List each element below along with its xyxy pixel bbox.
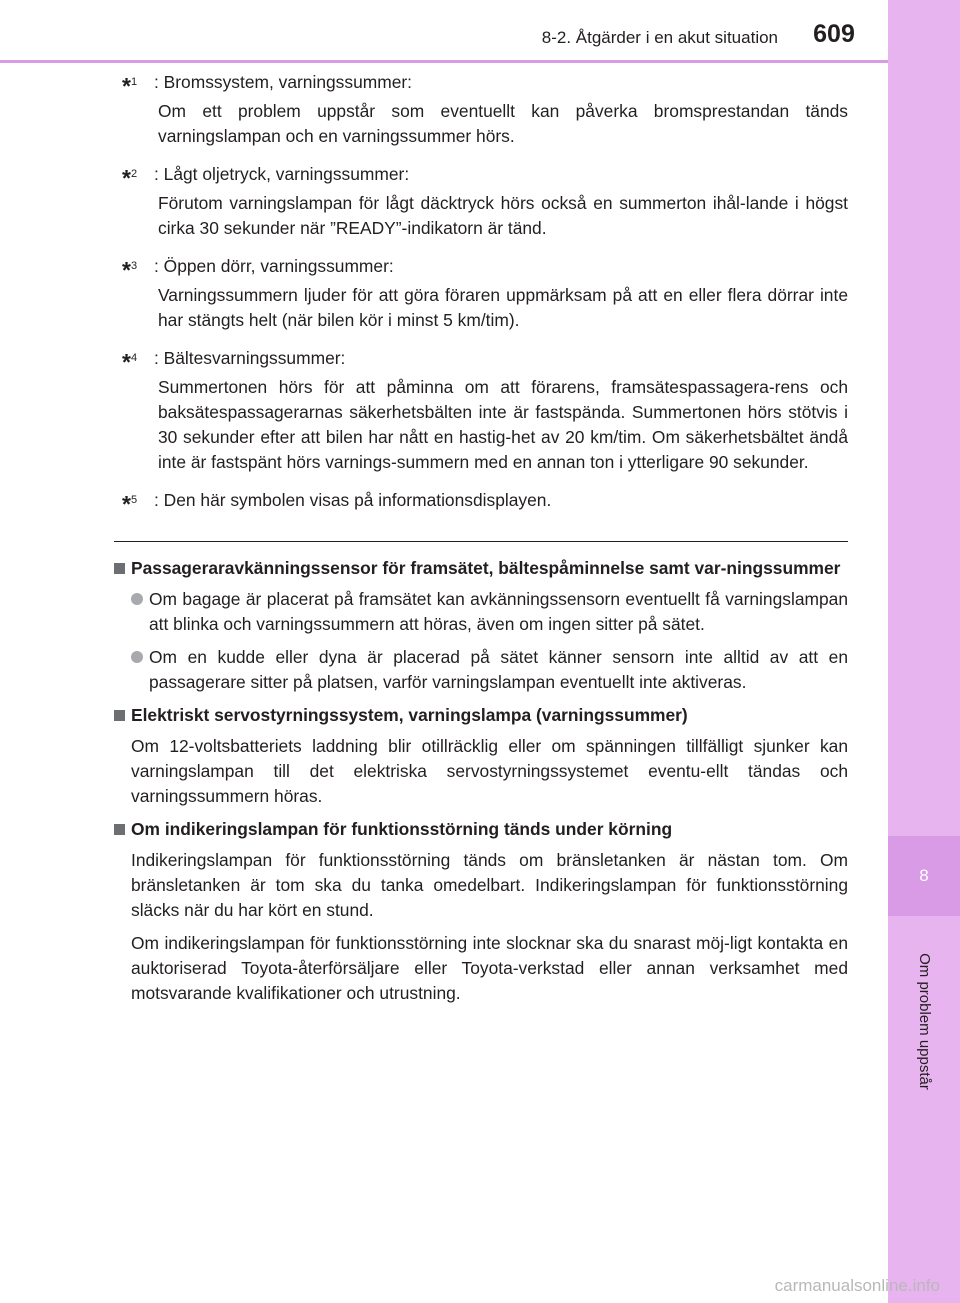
footnote-title: : Lågt oljetryck, varningssummer: (154, 164, 410, 184)
chapter-number: 8 (919, 866, 929, 885)
section-heading: Passageraravkänningssensor för framsätet, bältespåminnelse samt var-ningssummer (131, 558, 841, 578)
list-item (114, 587, 848, 637)
footnote-text: Om ett problem uppstår som eventuellt kan påverka bromsprestandan tänds varningslampan och en varningssummer hörs. (158, 101, 848, 146)
footnote-3 (114, 254, 848, 333)
footnote-title: : Bältesvarningssummer: (154, 348, 346, 368)
chapter-number-tab[interactable] (888, 836, 960, 916)
footnote-text: Summertonen hörs för att påminna om att förarens, framsätespassagera-rens och baksätespassagerarnas säkerhetsbälten inte är fastspända. Summertonen hörs stötvis i 30 sekunder efter att bilen har nått en hastig-het av 20 km/tim. Om säkerhetsbältet ändå inte är fastspänt hörs varnings-summern med en annan ton i ytterligare 90 sekunder. (158, 377, 848, 472)
section-paragraph: Om 12-voltsbatteriets laddning blir otillräcklig eller om spänningen tillfälligt sjunker kan varningslampan till det elektriska servostyrningssystemet eventu-ellt tändas och varningssummern höras. (131, 736, 848, 806)
page-number: 609 (813, 20, 855, 48)
footnote-title: : Bromssystem, varningssummer: (154, 72, 413, 92)
footnote-marker: *$^3$ (122, 257, 138, 283)
chapter-title: 8-2. Åtgärder i en akut situation (541, 28, 778, 47)
circle-bullet-icon (131, 651, 143, 663)
list-item-text: Om bagage är placerat på framsätet kan avkänningssensorn eventuellt få varningslampan att blinka och varningssummern att höras, även om ingen sitter på sätet. (149, 589, 848, 634)
footnote-title: : Den här symbolen visas på informationsdisplayen. (154, 490, 552, 510)
watermark: carmanualsonline.info (774, 1276, 940, 1295)
footnote-marker: *$^1$ (122, 73, 138, 99)
chapter-label-tab[interactable] (888, 926, 960, 1116)
footnote-marker: *$^5$ (122, 491, 138, 517)
section-paragraph: Om indikeringslampan för funktionsstörning inte slocknar ska du snarast möj-ligt kontakta en auktoriserad Toyota-återförsäljare eller Toyota-verkstad eller annan verksamhet med motsvarande kvalifikationer och utrustning. (131, 933, 848, 1003)
chapter-label: Om problem uppstår (915, 952, 933, 1090)
footnote-marker: *$^2$ (122, 165, 138, 191)
list-item (114, 645, 848, 695)
footnote-title: : Öppen dörr, varningssummer: (154, 256, 394, 276)
footnote-text: Varningssummern ljuder för att göra föraren uppmärksam på att en eller flera dörrar inte har stängts helt (när bilen kör i minst 5 km/tim). (158, 285, 848, 330)
square-bullet-icon (114, 824, 125, 835)
square-bullet-icon (114, 710, 125, 721)
footnote-5 (114, 488, 848, 517)
footnote-4 (114, 346, 848, 475)
section-heading: Om indikeringslampan för funktionsstörning tänds under körning (131, 819, 673, 839)
section-heading: Elektriskt servostyrningssystem, varningslampa (varningssummer) (131, 705, 688, 725)
section-power-steering (114, 703, 848, 809)
circle-bullet-icon (131, 593, 143, 605)
footnote-2 (114, 162, 848, 241)
section-passenger-sensor (114, 556, 848, 695)
section-paragraph: Indikeringslampan för funktionsstörning tänds om bränsletanken är nästan tom. Om bränsletanken är tom ska du tanka omedelbart. Indikeringslampan för funktionsstörning släcks när du har kört en stund. (131, 850, 848, 920)
footnote-1 (114, 70, 848, 149)
square-bullet-icon (114, 563, 125, 574)
page-content (114, 70, 848, 1014)
footnote-text: Förutom varningslampan för lågt däcktryck hörs också en summerton ihål-lande i högst cirka 30 sekunder när ”READY”-indikatorn är tänd. (158, 193, 848, 238)
section-malfunction-lamp (114, 817, 848, 1006)
header-rule (0, 60, 888, 63)
section-divider (114, 541, 848, 542)
footnote-marker: *$^4$ (122, 349, 138, 375)
list-item-text: Om en kudde eller dyna är placerad på sätet känner sensorn inte alltid av att en passagerare sitter på platsen, varför varningslampan eventuellt inte aktiveras. (149, 647, 848, 692)
